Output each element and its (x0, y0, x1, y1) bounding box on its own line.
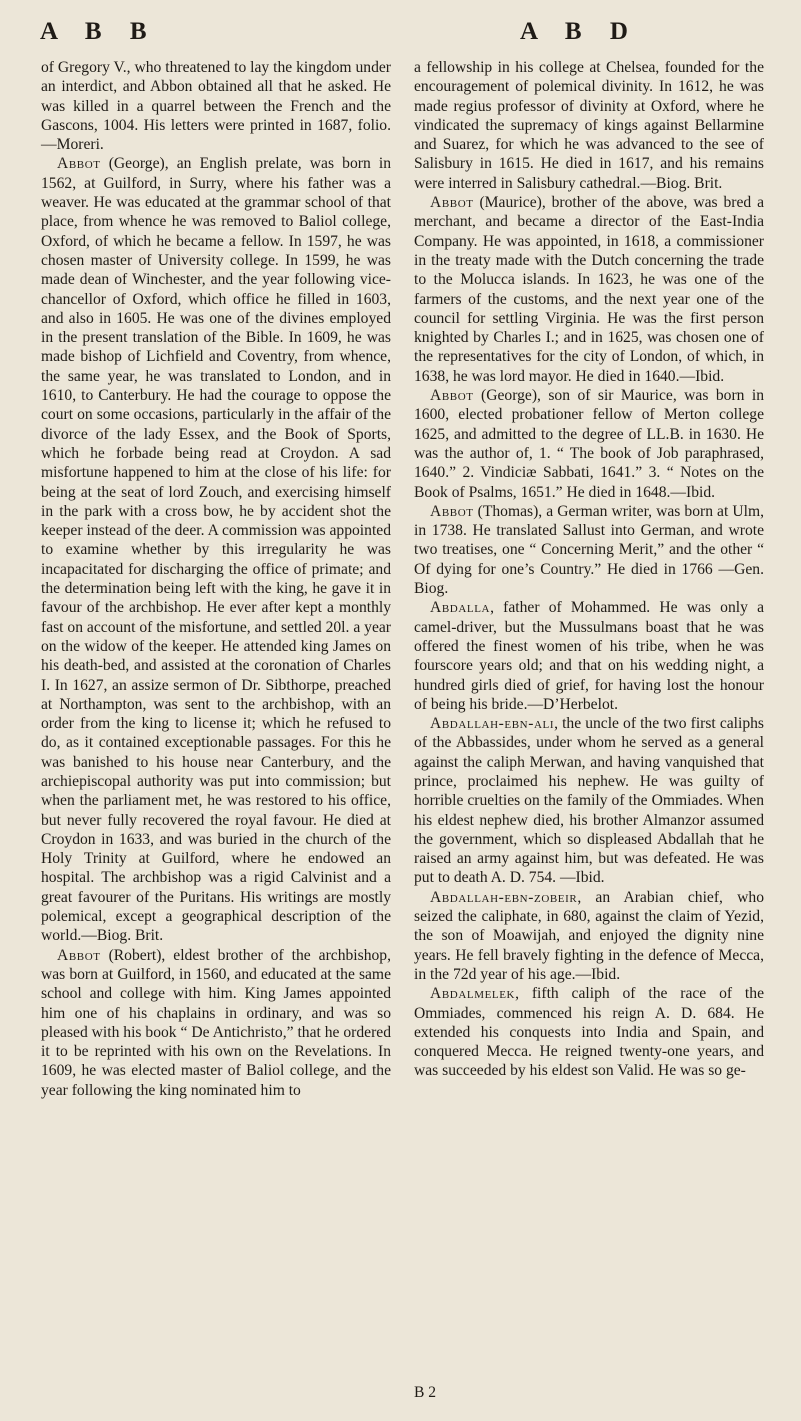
entry-abdallah-ebn-zobeir: Abdallah-ebn-zobeir, an Arabian chief, who seized the caliphate, in 680, against the claim of Yezid, the son of Moawijah, and enjoyed the dignity nine years. He fell bravely fighting in the defence of Mecca, in the 72d year of his age.—Ibid. (414, 888, 764, 983)
entry-abdalmelek: Abdalmelek, fifth caliph of the race of the Ommiades, commenced his reign A. D. 684. He extended his conquests into India and Spain, and conquered Mecca. He reigned twenty-one years, and was succeeded by his eldest son Valid. He was so ge- (414, 985, 764, 1080)
running-head-right: A B D (520, 18, 639, 45)
headword: Abdallah-ebn-zobeir (430, 888, 578, 906)
entry-abbot-george: Abbot (George), an English prelate, was born in 1562, at Guilford, in Surry, where his father was a weaver. He was educated at the grammar school of that place, from whence he was removed to Baliol college, Oxford, of which he became a fellow. In 1597, he was chosen master of University college. In 1599, he was made dean of Winchester, and the year following vice-chancellor of Oxford, which office he filled in 1603, and also in 1605. He was one of the divines employed in the present translation of the Bible. In 1609, he was made bishop of Lichfield and Coventry, from whence, the same year, he was translated to London, and in 1610, to Canterbury. He had the courage to oppose the court on some occasions, particularly in the affair of the divorce of the lady Essex, and the Book of Sports, which he forbade being read at Croydon. A sad misfortune happened to him at the close of his life: for being at the seat of lord Zouch, and exercising himself in the park with a cross bow, he by accident shot the keeper instead of the deer. A commission was appointed to examine whether by this irregularity he was incapacitated for discharging the office of primate; and the determination being left with the king, he gave it in favour of the archbishop. He ever after kept a monthly fast on account of the misfortune, and settled 20l. a year on the widow of the keeper. He attended king James on his death-bed, and assisted at the coronation of Charles I. In 1627, an assize sermon of Dr. Sibthorpe, preached at Northampton, was sent to the archbishop, with an order from the king to license it; which he refused to do, as it contained exceptionable passages. For this he was banished to his house near Canterbury, and the archiepiscopal authority was put into commission; but when the parliament met, he was restored to his office, but never fully recovered the royal favour. He died at Croydon in 1633, and was buried in the church of the Holy Trinity at Guilford, where he endowed an hospital. The archbishop was a rigid Calvinist and a great favourer of the Puritans. His writings are mostly polemical, except a geographical description of the world.—Biog. Brit. (41, 155, 391, 945)
entry-abbot-george-son: Abbot (George), son of sir Maurice, was born in 1600, elected probationer fellow of Merton college 1625, and admitted to the degree of LL.B. in 1630. He was the author of, 1. “ The book of Job paraphrased, 1640.” 2. Vindiciæ Sabbati, 1641.” 3. “ Notes on the Book of Psalms, 1651.” He died in 1648.—Ibid. (414, 387, 764, 501)
headword: Abbot (430, 387, 474, 405)
headword: Abbot (430, 502, 474, 520)
entry-continuation: of Gregory V., who threatened to lay the kingdom under an interdict, and Abbon obtained all that he asked. He was killed in a quarrel between the French and the Gascons, 1004. His letters were printed in 1687, folio.—Moreri. (41, 59, 391, 154)
headword: Abbot (57, 946, 101, 964)
signature-mark: B 2 (414, 1384, 437, 1401)
entry-abdalla: Abdalla, father of Mohammed. He was only a camel-driver, but the Mussulmans boast that he was offered the finest women of his tribe, when he was fourscore years old; and that on his wedding night, a hundred girls died of grief, for having lost the honour of being his bride.—D’Herbelot. (414, 599, 764, 713)
entry-abdallah-ebn-ali: Abdallah-ebn-ali, the uncle of the two first caliphs of the Abbassides, under whom he served as a general against the caliph Merwan, and having vanquished that prince, proclaimed his nephew. He was guilty of horrible cruelties on the family of the Ommiades. When his eldest nephew died, his brother Almanzor assumed the government, which so displeased Abdallah that he raised an army against him, but was defeated. He was put to death A. D. 754. —Ibid. (414, 715, 764, 887)
headword: Abdalmelek (430, 985, 516, 1003)
entry-abbot-thomas: Abbot (Thomas), a German writer, was born at Ulm, in 1738. He translated Sallust into German, and wrote two treatises, one “ Concerning Merit,” and the other “ Of dying for one’s Country.” He died in 1766 —Gen. Biog. (414, 502, 764, 598)
headword: Abdallah-ebn-ali (430, 715, 555, 733)
headword: Abbot (57, 155, 101, 173)
entry-continuation: a fellowship in his college at Chelsea, founded for the encouragement of polemical divinity. In 1612, he was made regius professor of divinity at Oxford, where he vindicated the supremacy of kings against Bellarmine and Suarez, for which he was advanced to the see of Salisbury in 1615. He died in 1617, and his remains were interred in Salisbury cathedral.—Biog. Brit. (414, 59, 764, 192)
running-head-left: A B B (40, 18, 158, 45)
left-column (41, 58, 391, 1100)
headword: Abbot (430, 194, 474, 212)
entry-abbot-robert: Abbot (Robert), eldest brother of the archbishop, was born at Guilford, in 1560, and educated at the same school and college with him. King James appointed him one of his chaplains in ordinary, and was so pleased with his book “ De Antichristo,” that he ordered it to be reprinted with his own on the Revelations. In 1609, he was elected master of Baliol college, and the year following the king nominated him to (41, 946, 391, 1099)
headword: Abdalla (430, 599, 491, 617)
entry-abbot-maurice: Abbot (Maurice), brother of the above, was bred a merchant, and became a director of the East-India Company. He was appointed, in 1618, a commissioner in the treaty made with the Dutch concerning the trade to the Molucca islands. In 1623, he was one of the farmers of the customs, and the next year one of the council for settling Virginia. He was the first person knighted by Charles I.; and in 1625, was chosen one of the representatives for the city of London, of which, in 1638, he was lord mayor. He died in 1640.—Ibid. (414, 194, 764, 385)
right-column (414, 58, 764, 1081)
